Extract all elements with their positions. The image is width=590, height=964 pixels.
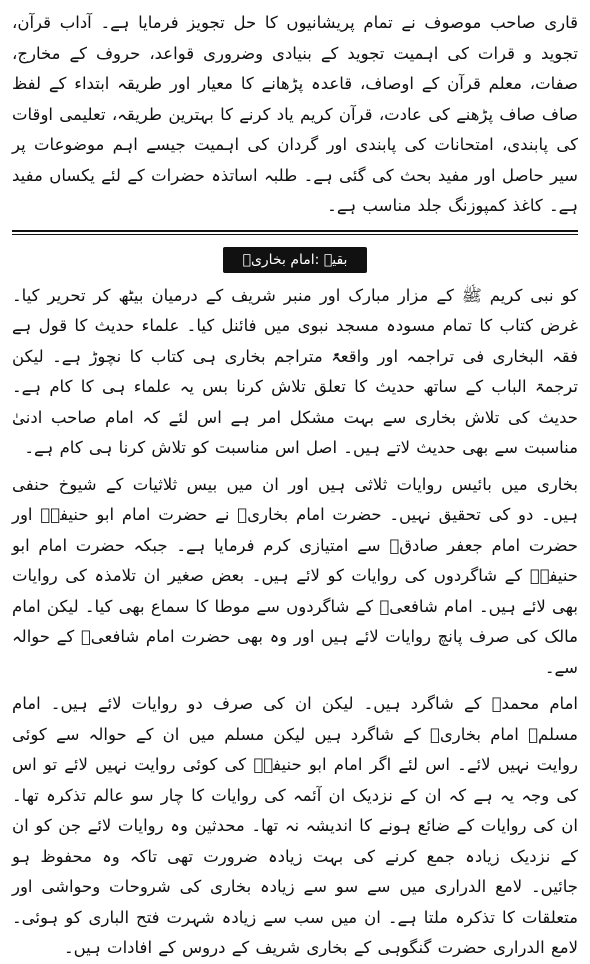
review-paragraph: قاری صاحب موصوف نے تمام پریشانیوں کا حل تجویز فرمایا ہے۔ آداب قرآن، تجوید و قرات کی اہمیت تجوید کے بنیادی وضروری قواعد، حروف کے مخارج، صفات، معلم قرآن کے اوصاف، قاعدہ پڑھانے کا معیار اور طریقہ ابتداء کے لفظ صاف صاف پڑھنے کی عادت، قرآن کریم یاد کرنے کا بہترین طریقہ، تعلیمی اوقات کی پابندی، امتحانات کی پابندی اور گردان کی اہمیت جیسے اہم موضوعات پر سیر حاصل اور مفید بحث کی گئی ہے۔ طلبہ اساتذہ حضرات کے لئے یکساں مفید ہے۔ کاغذ کمپوزنگ جلد مناسب ہے۔: [12, 13, 578, 215]
body-paragraph-2: بخاری میں بائیس روایات ثلاثی ہیں اور ان میں بیس ثلاثیات کے شیوخ حنفی ہیں۔ دو کی تحقیق نہیں۔ حضرت امام بخاریؒ نے حضرت امام ابو حنیفہؒ اور حضرت امام جعفر صادقؒ سے امتیازی کرم فرمایا ہے۔ جبکہ حضرت امام ابو حنیفہؒ کے شاگردوں کی روایات کو لائے ہیں۔ بعض صغیر ان تلامذہ کی روایات بھی لائے ہیں۔ امام شافعیؒ کے شاگردوں سے موطا کا سماع بھی کیا۔ لیکن امام مالک کی صرف پانچ روایات لائے ہیں اور وہ بھی حضرت امام شافعیؒ کے حوالہ سے۔: [12, 474, 578, 677]
section-divider: [12, 230, 578, 235]
body-paragraph-1: کو نبی کریم ﷺ کے مزار مبارک اور منبر شریف کے درمیان بیٹھ کر تحریر کیا۔ غرض کتاب کا تمام مسودہ مسجد نبوی میں فائنل کیا۔ علماء حدیث کا قول ہے فقہ البخاری فی تراجمہ اور واقعۃً متراجم بخاری ہی کتاب کا نچوڑ ہے۔ لیکن ترجمۃ الباب کے ساتھ حدیث کا تعلق تلاش کرنا بس یہ علماء ہی کا کام ہے۔ حدیث کی تلاش بخاری سے بہت مشکل امر ہے اس لئے کہ امام صاحب ادنیٰ مناسبت سے بھی حدیث لاتے ہیں۔ اصل اس مناسبت کو تلاش کرنا ہی کام ہے۔: [12, 285, 578, 457]
section-heading: بقیہ :امام بخاریؒ: [223, 247, 368, 273]
section-heading-wrap: [12, 247, 578, 275]
body-paragraph-3: امام محمدؒ کے شاگرد ہیں۔ لیکن ان کی صرف دو روایات لائے ہیں۔ امام مسلمؒ امام بخاریؒ کے شاگرد ہیں لیکن مسلم میں ان کے حوالہ سے کوئی روایت نہیں لائے۔ اس لئے اگر امام ابو حنیفہؒ کی کوئی روایت نہیں لائے تو اس کی وجہ یہ ہے کہ ان کے نزدیک ان آئمہ کی روایات کا چار سو عالم تذکرہ تھا۔ ان کی روایات کے ضائع ہونے کا اندیشہ نہ تھا۔ محدثین وہ روایات لائے جن کو ان کے نزدیک زیادہ جمع کرنے کی بہت زیادہ ضرورت تھی تاکہ وہ محفوظ ہو جائیں۔ لامع الدراری میں سے سو سے زیادہ بخاری کی شروحات وحواشی اور متعلقات کا تذکرہ ملتا ہے۔ ان میں سب سے زیادہ شہرت فتح الباری کو ہوئی۔ لامع الدراری حضرت گنگوہی کے بخاری شریف کے دروس کے افادات ہیں۔: [12, 694, 578, 957]
